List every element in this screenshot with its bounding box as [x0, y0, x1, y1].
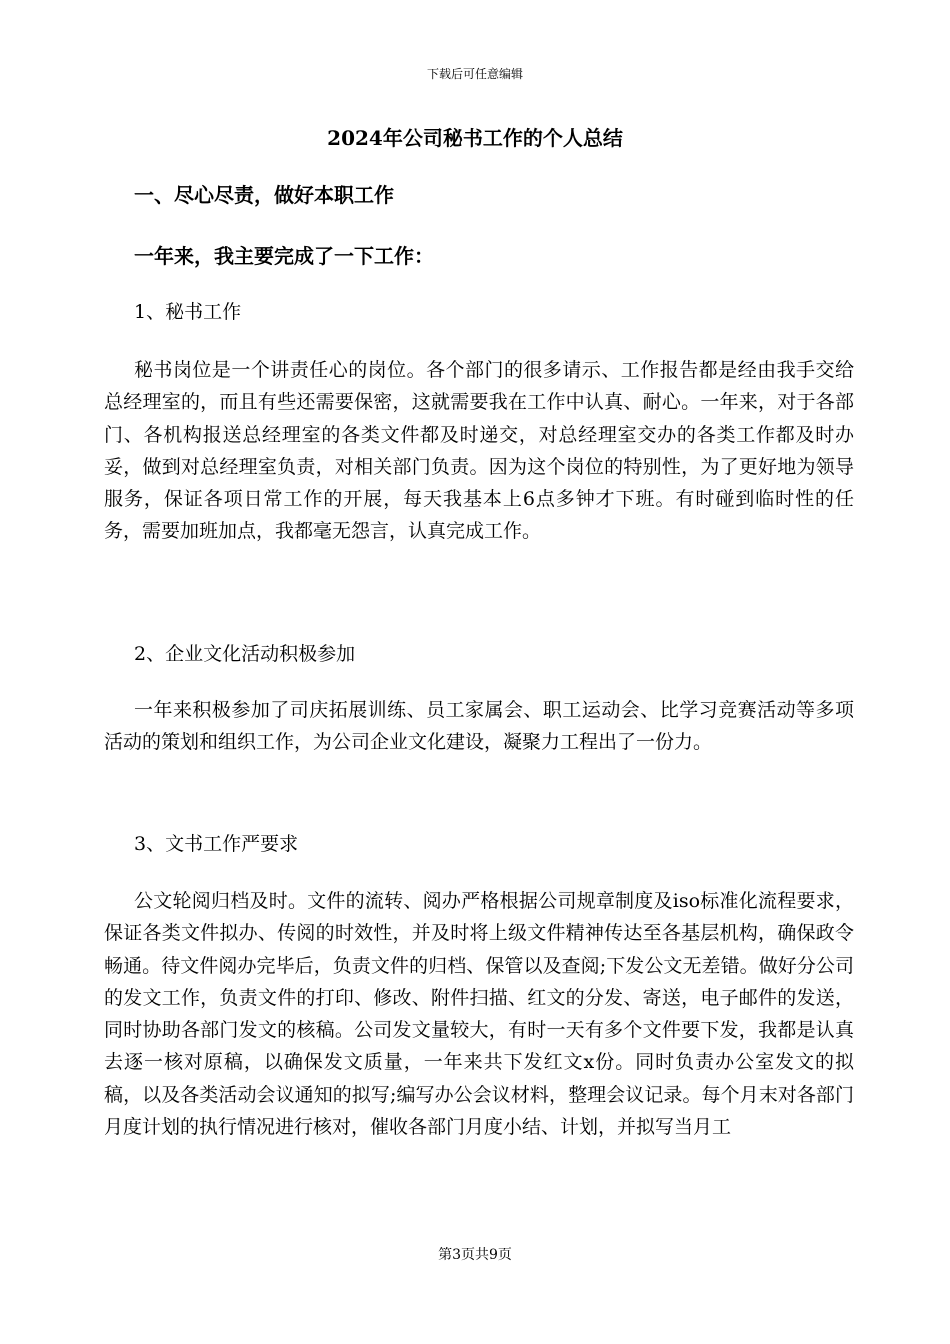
header-note: 下载后可任意编辑: [426, 67, 523, 81]
item-heading-3: 3、文书工作严要求: [134, 833, 299, 855]
paragraph-2: 一年来积极参加了司庆拓展训练、员工家属会、职工运动会、比学习竞赛活动等多项活动的策划和组织工作，为公司企业文化建设，凝聚力工程出了一份力。: [104, 699, 854, 754]
item-heading-1: 1、秘书工作: [134, 301, 242, 323]
item-heading-2: 2、企业文化活动积极参加: [134, 643, 356, 665]
paragraph-1: 秘书岗位是一个讲责任心的岗位。各个部门的很多请示、工作报告都是经由我手交给总经理室的，而且有些还需要保密，这就需要我在工作中认真、耐心。一年来，对于各部门、各机构报送总经理室的各类文件都及时递交，对总经理室交办的各类工作都及时办妥，做到对总经理室负责，对相关部门负责。因为这个岗位的特别性，为了更好地为领导服务，保证各项日常工作的开展，每天我基本上6点多钟才下班。有时碰到临时性的任务，需要加班加点，我都毫无怨言，认真完成工作。: [104, 359, 854, 543]
document-title: 2024年公司秘书工作的个人总结: [327, 126, 623, 150]
intro-heading: 一年来，我主要完成了一下工作：: [134, 244, 434, 268]
section-heading: 一、尽心尽责，做好本职工作: [134, 183, 394, 207]
paragraph-3: 公文轮阅归档及时。文件的流转、阅办严格根据公司规章制度及iso标准化流程要求，保证各类文件拟办、传阅的时效性，并及时将上级文件精神传达至各基层机构，确保政令畅通。待文件阅办完毕后，负责文件的归档、保管以及查阅;下发公文无差错。做好分公司的发文工作，负责文件的打印、修改、附件扫描、红文的分发、寄送，电子邮件的发送，同时协助各部门发文的核稿。公司发文量较大，有时一天有多个文件要下发，我都是认真去逐一核对原稿，以确保发文质量，一年来共下发红文x份。同时负责办公室发文的拟稿，以及各类活动会议通知的拟写;编写办公会议材料，整理会议记录。每个月末对各部门月度计划的执行情况进行核对，催收各部门月度小结、计划，并拟写当月工: [104, 890, 854, 1139]
page-number: 第3页共9页: [438, 1247, 512, 1263]
